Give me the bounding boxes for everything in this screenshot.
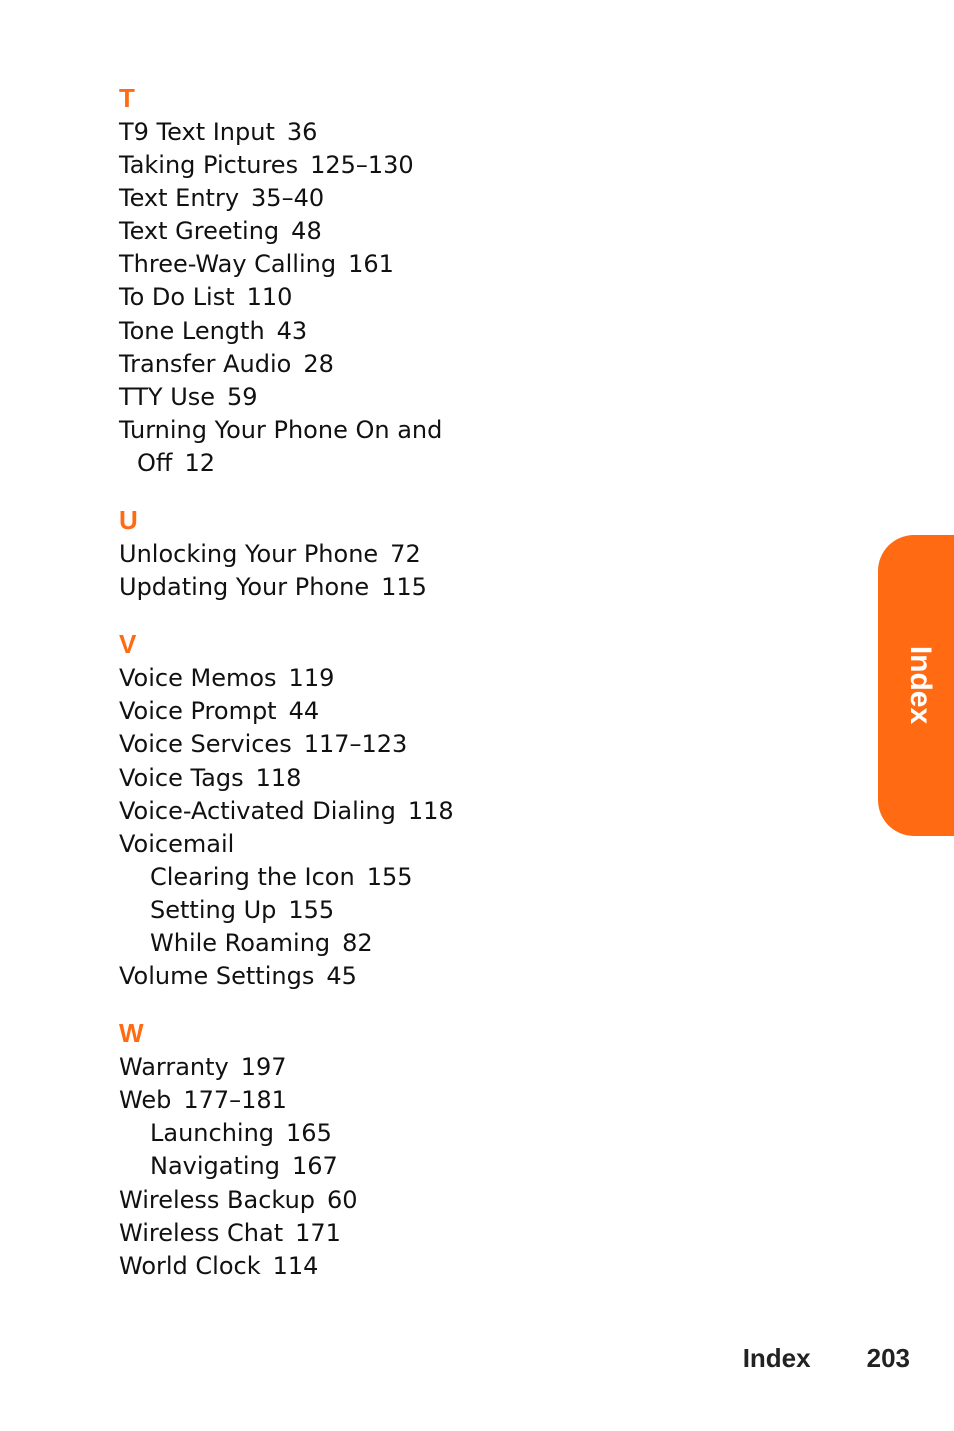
footer-page-number: 203: [866, 1343, 910, 1373]
index-section: [119, 1015, 619, 1283]
entry-pages: 82: [342, 928, 373, 957]
index-entry: [119, 1084, 619, 1117]
page-footer: [743, 1343, 910, 1374]
index-entry: [119, 1217, 619, 1250]
entry-pages: 44: [288, 697, 320, 726]
entry-term: Transfer Audio: [119, 349, 292, 378]
entry-term: Voice-Activated Dialing: [119, 796, 396, 825]
index-entry: [119, 695, 619, 728]
entry-pages: 12: [184, 448, 215, 477]
index-entry: [119, 728, 619, 761]
entry-term: Setting Up: [150, 895, 277, 924]
index-entry: [119, 215, 619, 248]
index-entry: [119, 315, 619, 348]
entry-term: Warranty: [119, 1053, 229, 1082]
footer-section-name: Index: [742, 1343, 811, 1373]
entry-term: Three-Way Calling: [119, 250, 337, 279]
entry-term: Tone Length: [119, 316, 265, 345]
section-tab-label: Index: [904, 645, 937, 725]
index-entry: [119, 1051, 619, 1084]
entry-pages: 35–40: [251, 184, 325, 213]
entry-term: Updating Your Phone: [119, 573, 370, 602]
entry-term: Off: [137, 448, 173, 477]
entry-pages: 110: [246, 283, 293, 312]
index-entry: [119, 960, 619, 993]
entry-pages: 155: [288, 895, 335, 924]
entry-pages: 28: [303, 349, 334, 378]
index-entry: [119, 762, 619, 795]
entry-pages: 115: [381, 573, 427, 602]
entry-pages: 125–130: [310, 151, 414, 180]
entry-pages: 197: [240, 1053, 287, 1082]
index-subentry: [119, 894, 619, 927]
index-section: [119, 626, 619, 993]
entry-term: Wireless Backup: [119, 1185, 316, 1214]
entry-pages: 155: [366, 862, 413, 891]
index-entry: [119, 828, 619, 861]
entry-pages: 119: [288, 664, 335, 693]
entry-term: World Clock: [119, 1251, 261, 1280]
entry-term: T9 Text Input: [119, 118, 275, 146]
entry-term: Text Greeting: [119, 217, 280, 246]
index-entry: [119, 538, 619, 571]
entry-pages: 167: [292, 1152, 338, 1181]
entry-term: Taking Pictures: [119, 151, 299, 180]
index-subentry: [119, 927, 619, 960]
index-entry: [119, 381, 619, 414]
entry-term: Turning Your Phone On and: [119, 415, 443, 444]
index-entry: [119, 795, 619, 828]
index-entry: [119, 447, 619, 480]
entry-term: Wireless Chat: [119, 1218, 284, 1247]
entry-term: Voice Tags: [119, 763, 244, 792]
index-entry: [119, 414, 619, 447]
entry-pages: 177–181: [183, 1086, 287, 1115]
index-entry: [119, 348, 619, 381]
index-section: [119, 80, 619, 480]
entry-term: Launching: [150, 1119, 275, 1148]
entry-term: Navigating: [150, 1152, 280, 1181]
entry-pages: 161: [348, 250, 394, 279]
section-letter: V: [119, 629, 137, 660]
entry-term: While Roaming: [150, 928, 331, 957]
index-section: [119, 502, 619, 604]
entry-pages: 118: [407, 796, 454, 825]
entry-term: Voice Services: [119, 730, 292, 759]
index-entry: [119, 1250, 619, 1283]
index-list: [119, 80, 619, 1305]
entry-pages: 165: [286, 1119, 332, 1148]
index-entry: [119, 662, 619, 695]
section-letter: T: [119, 83, 135, 113]
section-letter: U: [119, 505, 138, 536]
entry-term: To Do List: [119, 283, 235, 312]
index-entry: [119, 149, 619, 182]
entry-term: Unlocking Your Phone: [119, 540, 379, 569]
index-subentry: [119, 1150, 619, 1183]
entry-term: Voice Memos: [119, 664, 277, 693]
entry-pages: 72: [390, 540, 421, 569]
entry-term: Web: [119, 1086, 172, 1115]
entry-term: Voice Prompt: [119, 697, 277, 726]
entry-pages: 36: [286, 118, 318, 146]
entry-pages: 45: [326, 962, 357, 991]
entry-pages: 171: [295, 1218, 341, 1247]
index-entry: [119, 182, 619, 215]
section-letter: W: [119, 1018, 144, 1049]
entry-term: Volume Settings: [119, 962, 315, 991]
entry-pages: 59: [227, 382, 258, 411]
index-subentry: [119, 861, 619, 894]
entry-pages: 117–123: [303, 730, 408, 759]
entry-term: Voicemail: [119, 829, 235, 858]
entry-term: TTY Use: [119, 382, 216, 411]
index-entry: [119, 1184, 619, 1217]
index-entry: [119, 571, 619, 604]
entry-pages: 48: [291, 217, 322, 246]
entry-term: Text Entry: [119, 184, 240, 213]
index-entry: [119, 281, 619, 314]
entry-pages: 43: [276, 316, 308, 345]
index-entry: [119, 248, 619, 281]
index-entry: [119, 116, 619, 149]
entry-term: Clearing the Icon: [150, 862, 355, 891]
entry-pages: 60: [327, 1185, 358, 1214]
entry-pages: 118: [255, 763, 302, 792]
entry-pages: 114: [272, 1251, 319, 1280]
index-subentry: [119, 1117, 619, 1150]
